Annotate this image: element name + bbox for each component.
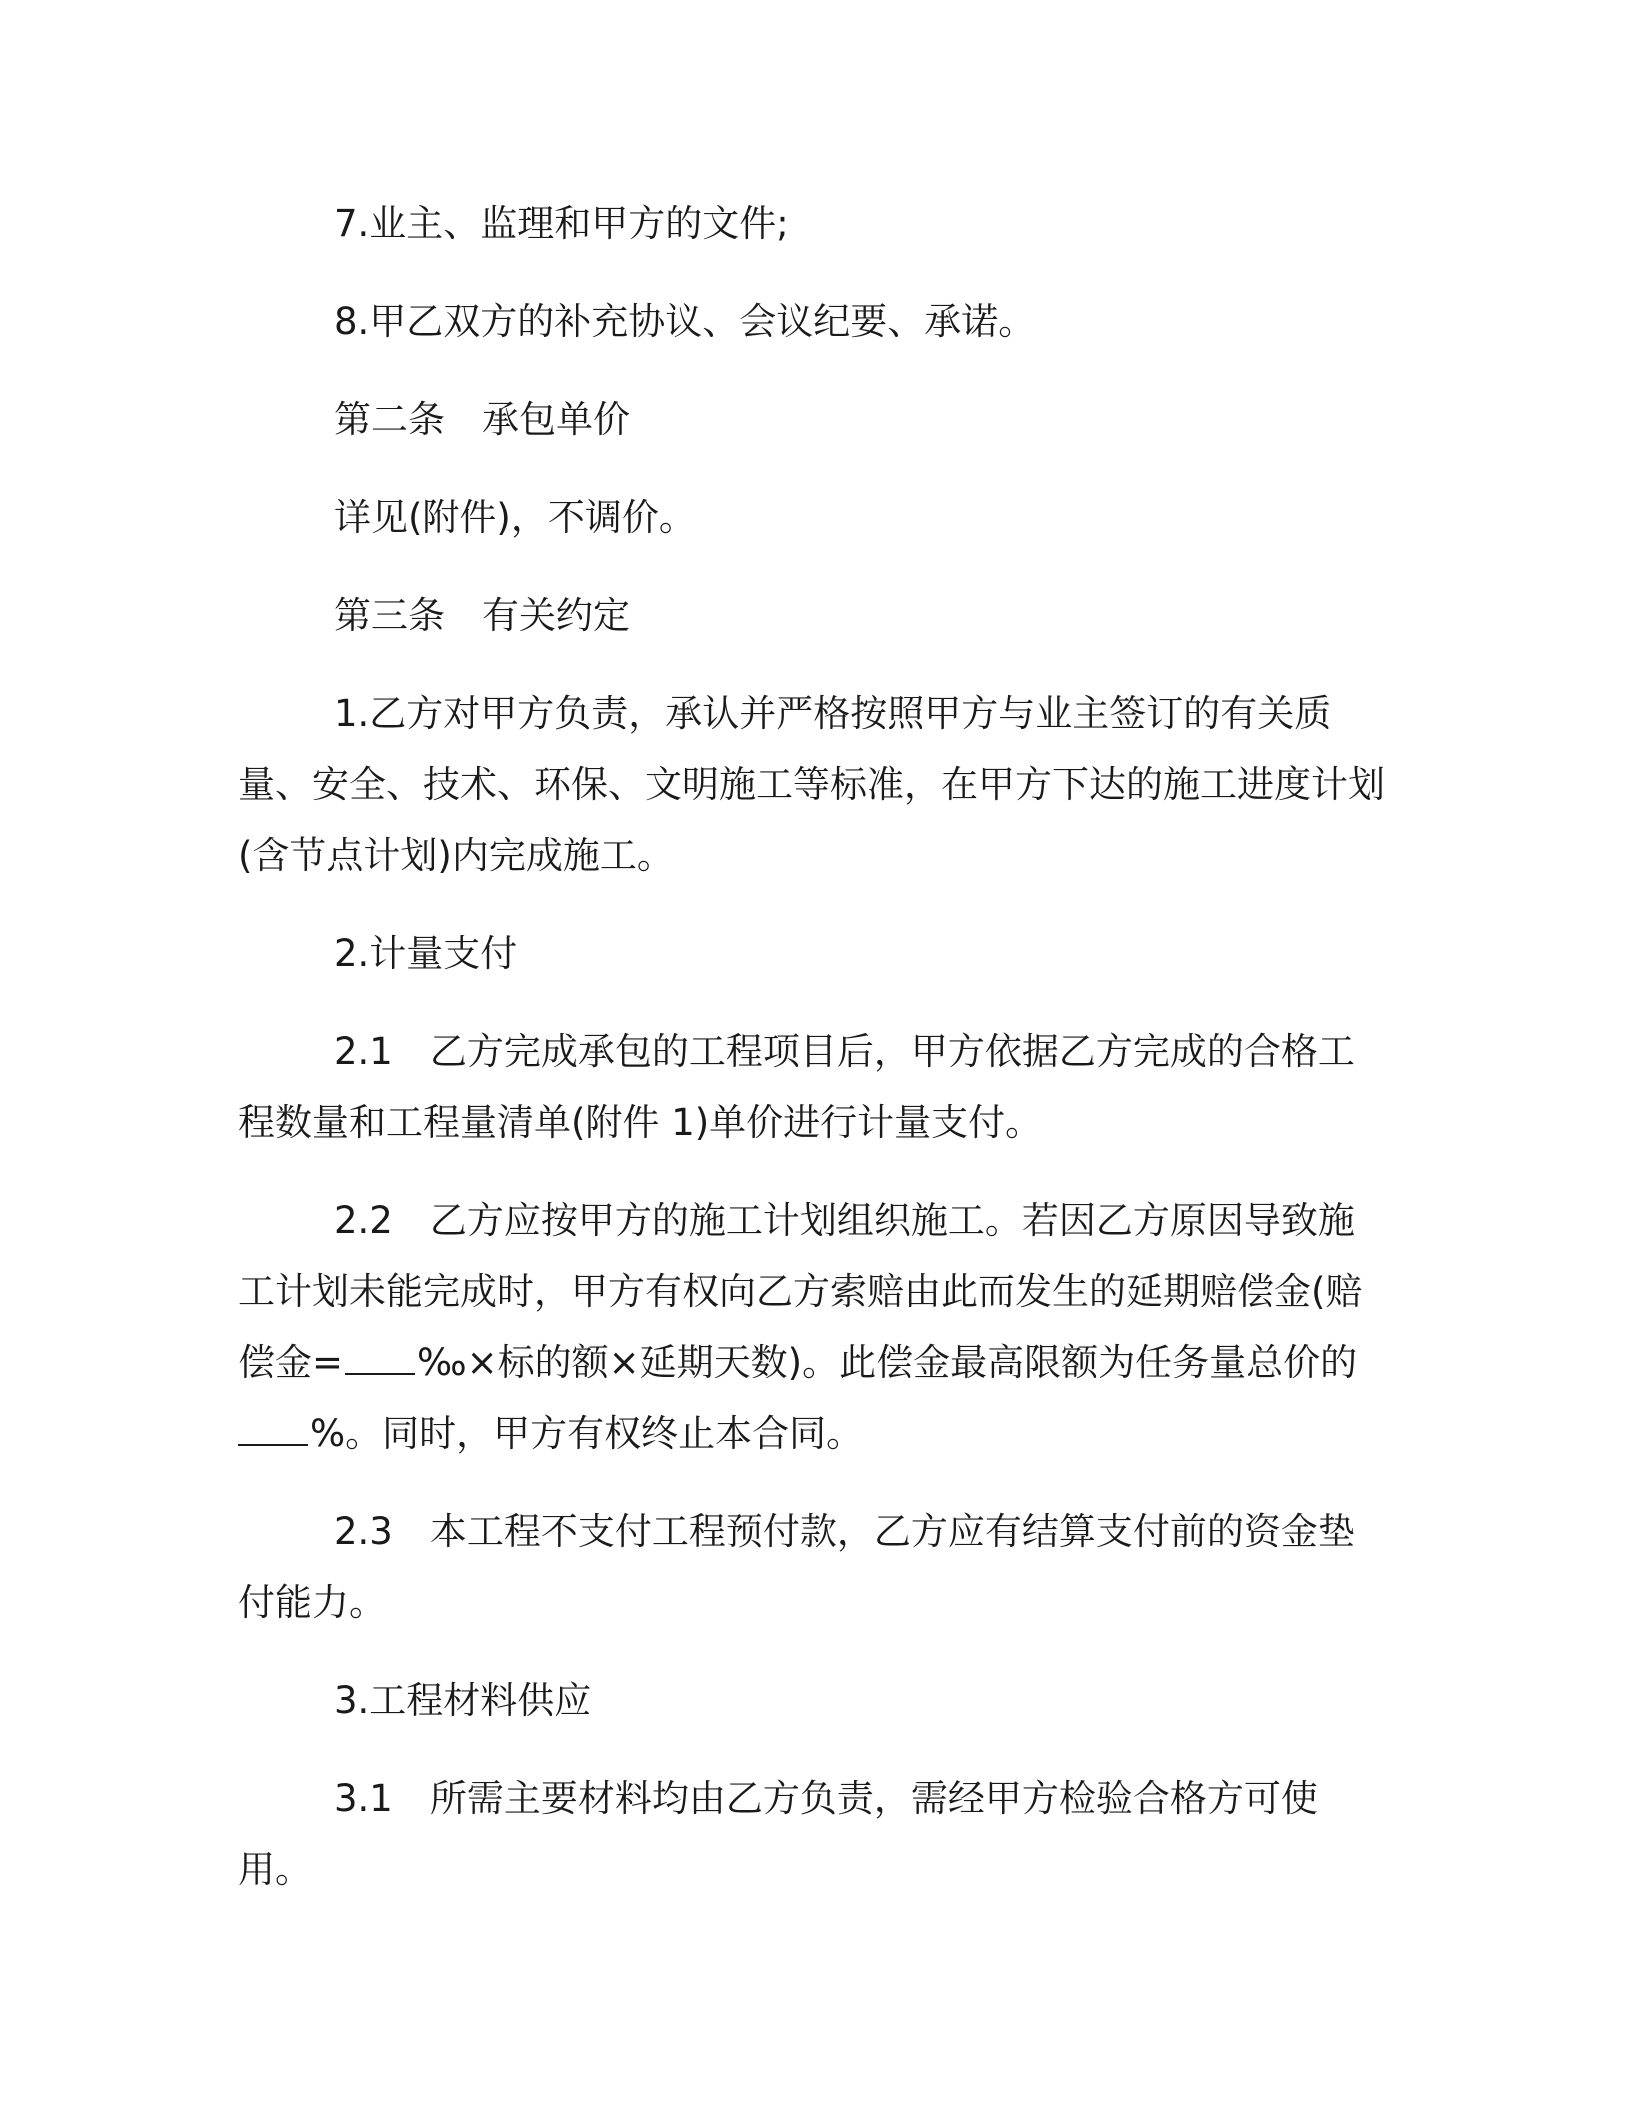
clause-2-1: 2.1 乙方完成承包的工程项目后，甲方依据乙方完成的合格工程数量和工程量清单(附件 1)单价进行计量支付。 [238,1030,1355,1144]
clause-2-2 [238,1185,1388,1469]
clause-3-1-responsibility: 1.乙方对甲方负责，承认并严格按照甲方与业主签订的有关质量、安全、技术、环保、文明施工等标准，在甲方下达的施工进度计划(含节点计划)内完成施工。 [238,692,1385,877]
document-body [238,188,1388,1932]
clause-2-heading: 2.计量支付 [334,932,518,975]
clause-8-supplementary: 8.甲乙双方的补充协议、会议纪要、承诺。 [334,300,1036,343]
clause-2-2-part-a: 2.2 乙方应按甲方的施工计划组织施工。若因乙方原因导致施工计划未能完成时，甲方有权向乙方索赔由此而发生的延期赔偿金(赔偿金= [238,1199,1363,1384]
clause-2-3: 2.3 本工程不支付工程预付款，乙方应有结算支付前的资金垫付能力。 [238,1510,1355,1624]
clause-2-2-part-b: ‰×标的额×延期天数)。此偿金最高限额为任务量总价的 [417,1341,1358,1384]
article-3-heading: 第三条 有关约定 [334,594,630,637]
blank-percent [238,1414,308,1446]
blank-permille [345,1343,415,1375]
clause-7-documents: 7.业主、监理和甲方的文件; [334,202,789,245]
clause-2-2-part-c: %。同时，甲方有权终止本合同。 [310,1412,864,1455]
article-2-heading: 第二条 承包单价 [334,398,630,441]
clause-3-1: 3.1 所需主要材料均由乙方负责，需经甲方检验合格方可使用。 [238,1777,1318,1891]
clause-3-heading: 3.工程材料供应 [334,1679,592,1722]
article-2-text: 详见(附件)，不调价。 [334,496,696,539]
